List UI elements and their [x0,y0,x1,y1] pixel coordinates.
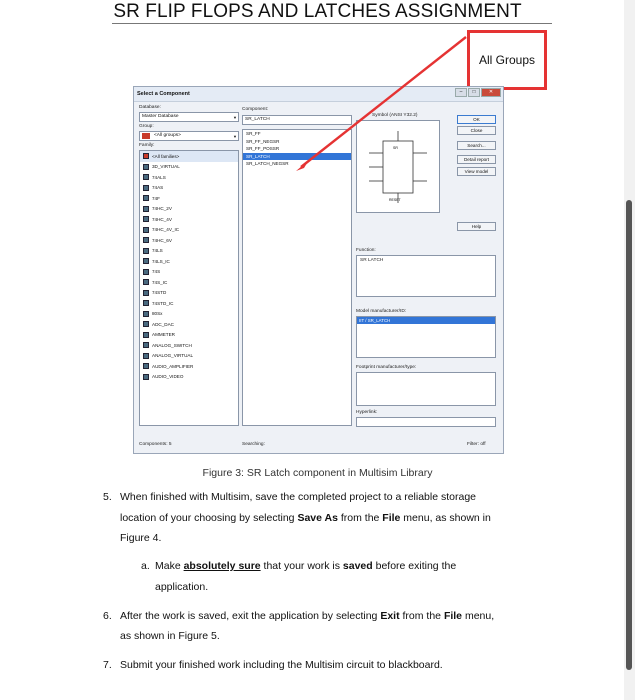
function-value: SR LATCH [360,258,384,263]
list-item[interactable]: 74AS [140,183,238,194]
list-item-selected[interactable]: SR_LATCH [243,153,351,161]
status-filter: Filter: off [467,442,486,447]
step-7-text: Submit your finished work including the Multisim circuit to blackboard. [120,659,443,671]
family-label: Family: [139,143,155,148]
list-item[interactable]: <All families> [140,151,238,162]
callout-label: All Groups [478,53,536,67]
close-icon[interactable]: ✕ [481,88,501,97]
database-value: Master Database [142,114,179,119]
step-5-line-2: location of your choosing by selecting Save As from the File menu, as shown in [120,512,491,524]
status-components: Components: 5 [139,442,172,447]
help-button[interactable]: Help [457,222,496,231]
function-label: Function: [356,248,376,253]
list-item[interactable]: ADC_DAC [140,319,238,330]
chevron-down-icon: ▼ [233,134,237,139]
close-button[interactable]: Close [457,126,496,135]
symbol-chip-bottom: RESET [389,198,401,202]
list-item[interactable]: 74LS [140,246,238,257]
figure-caption: Figure 3: SR Latch component in Multisim Library [202,467,433,479]
model-label: Model manufacturer/ID: [356,309,407,314]
group-value: <All groups> [154,133,181,138]
page-title: SR FLIP FLOPS AND LATCHES ASSIGNMENT [113,1,522,22]
step-7-number: 7. [103,659,112,671]
list-item[interactable]: 74ALS [140,172,238,183]
step-a-number: a. [141,560,150,572]
list-item[interactable]: 74STD_IC [140,298,238,309]
detail-report-button[interactable]: Detail report [457,155,496,164]
symbol-label: Symbol (ANSI Y32.2) [372,113,418,118]
step-a-line-2: application. [155,581,209,593]
scrollbar-thumb[interactable] [626,200,632,670]
step-5-number: 5. [103,491,112,503]
search-button[interactable]: Search... [457,141,496,150]
list-item[interactable]: 74HC_2V [140,204,238,215]
list-item[interactable]: AMMETER [140,330,238,341]
list-item[interactable]: ANALOG_SWITCH [140,340,238,351]
maximize-icon[interactable]: □ [468,88,480,97]
list-item[interactable]: 74HC_6V [140,235,238,246]
status-searching: Searching: [242,442,265,447]
view-model-button[interactable]: View model [457,167,496,176]
group-label: Group: [139,124,154,129]
list-item[interactable]: 3D_VIRTUAL [140,162,238,173]
footprint-label: Footprint manufacturer/type: [356,365,417,370]
step-6-number: 6. [103,610,112,622]
list-item[interactable]: 74HC_4V_IC [140,225,238,236]
dialog-title: Select a Component [137,91,190,97]
list-item[interactable]: 74S_IC [140,277,238,288]
model-row-selected[interactable]: IIT / SR_LATCH [357,317,495,324]
list-item[interactable]: 74S [140,267,238,278]
step-6-line-2: as shown in Figure 5. [120,630,220,642]
list-item[interactable]: 74HC_4V [140,214,238,225]
chevron-down-icon: ▼ [233,115,237,120]
hyperlink-label: Hyperlink: [356,410,378,415]
list-item[interactable]: 74STD [140,288,238,299]
list-item[interactable]: SR_FF_POSSR [246,146,280,151]
arrow-line [301,37,466,167]
component-value: SR_LATCH [245,117,270,122]
list-item[interactable]: 74LS_IC [140,256,238,267]
step-5-line-1: When finished with Multisim, save the completed project to a reliable storage [120,491,477,503]
list-item[interactable]: SR_FF [246,131,261,136]
list-item[interactable]: ANALOG_VIRTUAL [140,351,238,362]
step-5-line-3: Figure 4. [120,532,162,544]
ok-button[interactable]: OK [457,115,496,124]
list-item[interactable]: 80Sx [140,309,238,320]
list-item[interactable]: AUDIO_VIDEO [140,372,238,383]
list-item[interactable]: SR_LATCH_NEGSR [246,161,289,166]
list-item[interactable]: AUDIO_AMPLIFIER [140,361,238,372]
step-6-line-1: After the work is saved, exit the application by selecting Exit from the File menu, [120,610,495,622]
list-item[interactable]: 74F [140,193,238,204]
minimize-icon[interactable]: – [455,88,467,97]
step-a-line-1: Make absolutely sure that your work is saved before exiting the [155,560,457,572]
symbol-chip-top: SR [393,146,398,150]
database-label: Database: [139,105,161,110]
list-item[interactable]: SR_FF_NEGSR [246,138,280,144]
component-label: Component: [242,107,269,112]
